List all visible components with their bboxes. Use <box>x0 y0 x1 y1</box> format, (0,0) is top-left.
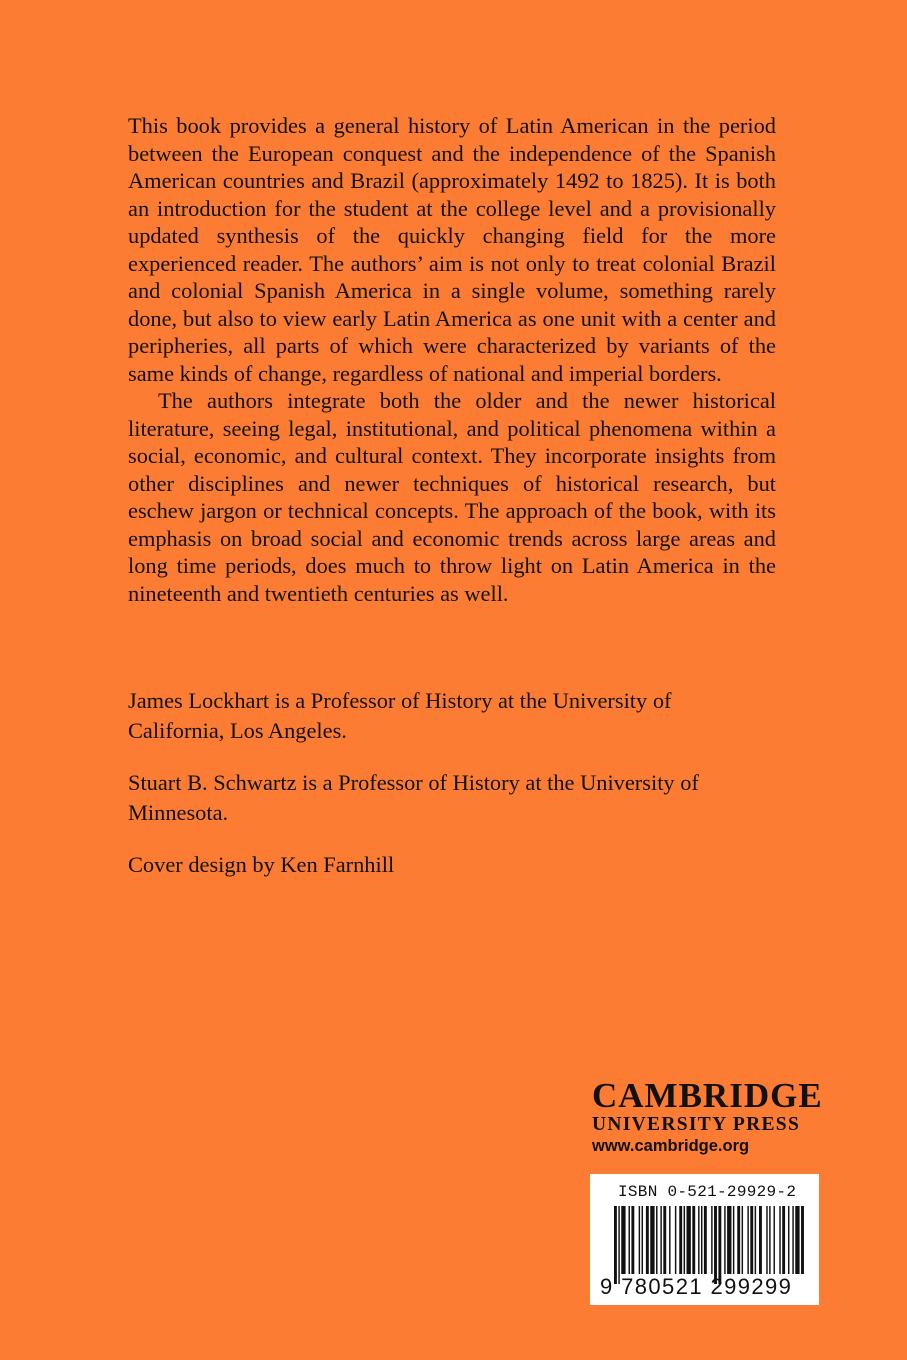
barcode-bar <box>766 1206 767 1274</box>
barcode-bar <box>669 1206 670 1274</box>
barcode-bar <box>656 1206 657 1274</box>
barcode-bar <box>650 1206 654 1274</box>
barcode-bar <box>618 1206 619 1284</box>
publisher-logo <box>592 1078 822 1156</box>
barcode-bar <box>698 1206 699 1274</box>
barcode-bar <box>737 1206 740 1274</box>
barcode-bar <box>660 1206 661 1274</box>
barcode-bar <box>684 1206 685 1274</box>
barcode-bar <box>742 1206 743 1274</box>
barcode-bar <box>782 1206 785 1274</box>
isbn-label: ISBN 0-521-29929-2 <box>618 1183 797 1201</box>
barcode-bar <box>750 1206 753 1274</box>
barcode-bar <box>629 1206 630 1274</box>
barcode-bar <box>621 1206 625 1274</box>
barcode-bar <box>701 1206 702 1274</box>
author-bio-lockhart: James Lockhart is a Professor of History at the University of California, Los Angeles. <box>128 688 672 743</box>
description-paragraph-1: This book provides a general history of Latin American in the period between the European conquest and the independence of the Spanish American countries and Brazil (approximately 1492 to 1825). It is both an introduction for the student at the college level and a provisionally updated synthesis of the quickly changing field for the more experienced reader. The authors’ aim is not only to treat colonial Brazil and colonial Spanish America in a single volume, something rarely done, but also to view early Latin America as one unit with a center and peripheries, all parts of which were characterized by variants of the same kinds of change, regardless of national and imperial borders. <box>128 113 776 386</box>
publisher-subtitle: UNIVERSITY PRESS <box>592 1114 801 1135</box>
barcode-bar <box>795 1206 799 1274</box>
barcode-bar <box>759 1206 762 1274</box>
barcode-bar <box>801 1206 804 1274</box>
barcode-bar <box>614 1206 617 1284</box>
barcode-bar <box>733 1206 734 1274</box>
barcode-bar <box>679 1206 682 1274</box>
barcode-bar <box>755 1206 756 1274</box>
barcode-bar <box>774 1206 775 1274</box>
barcode-bar <box>663 1206 666 1274</box>
barcode-bar <box>724 1206 725 1274</box>
barcode-bar <box>711 1206 712 1274</box>
barcode-bar <box>631 1206 634 1274</box>
barcode-bar <box>675 1206 676 1274</box>
cover-design-credit: Cover design by Ken Farnhill <box>128 852 395 877</box>
author-bio-schwartz: Stuart B. Schwartz is a Professor of History at the University of Minnesota. <box>128 770 699 825</box>
barcode-bar <box>788 1206 789 1274</box>
barcode-bar <box>692 1206 695 1274</box>
barcode-bar <box>646 1206 649 1274</box>
description-paragraph-2: The authors integrate both the older and the newer historical literature, seeing legal, institutional, and political phenomena within a social, economic, and cultural context. They incorporate insights from other disciplines and newer techniques of historical research, but eschew jargon or technical concepts. The approach of the book, with its emphasis on broad social and economic trends across large areas and long time periods, does much to throw light on Latin America in the nineteenth and twentieth centuries as well. <box>128 388 776 606</box>
barcode-bar <box>727 1206 731 1274</box>
barcode-bar <box>704 1206 707 1274</box>
isbn-barcode <box>590 1174 819 1305</box>
barcode-bar <box>714 1206 717 1284</box>
book-description <box>128 112 776 607</box>
barcode-bar <box>687 1206 691 1274</box>
barcode-bar <box>718 1206 721 1284</box>
ean-digits: 9 780521 299299 <box>600 1274 793 1299</box>
barcode-bar <box>747 1206 748 1274</box>
barcode-bar <box>639 1206 640 1274</box>
barcode-bar <box>642 1206 643 1274</box>
publisher-name: CAMBRIDGE <box>592 1076 823 1115</box>
barcode-bar <box>792 1206 793 1274</box>
publisher-url: www.cambridge.org <box>592 1137 750 1155</box>
barcode-bar <box>779 1206 780 1274</box>
barcode-bar <box>769 1206 770 1274</box>
